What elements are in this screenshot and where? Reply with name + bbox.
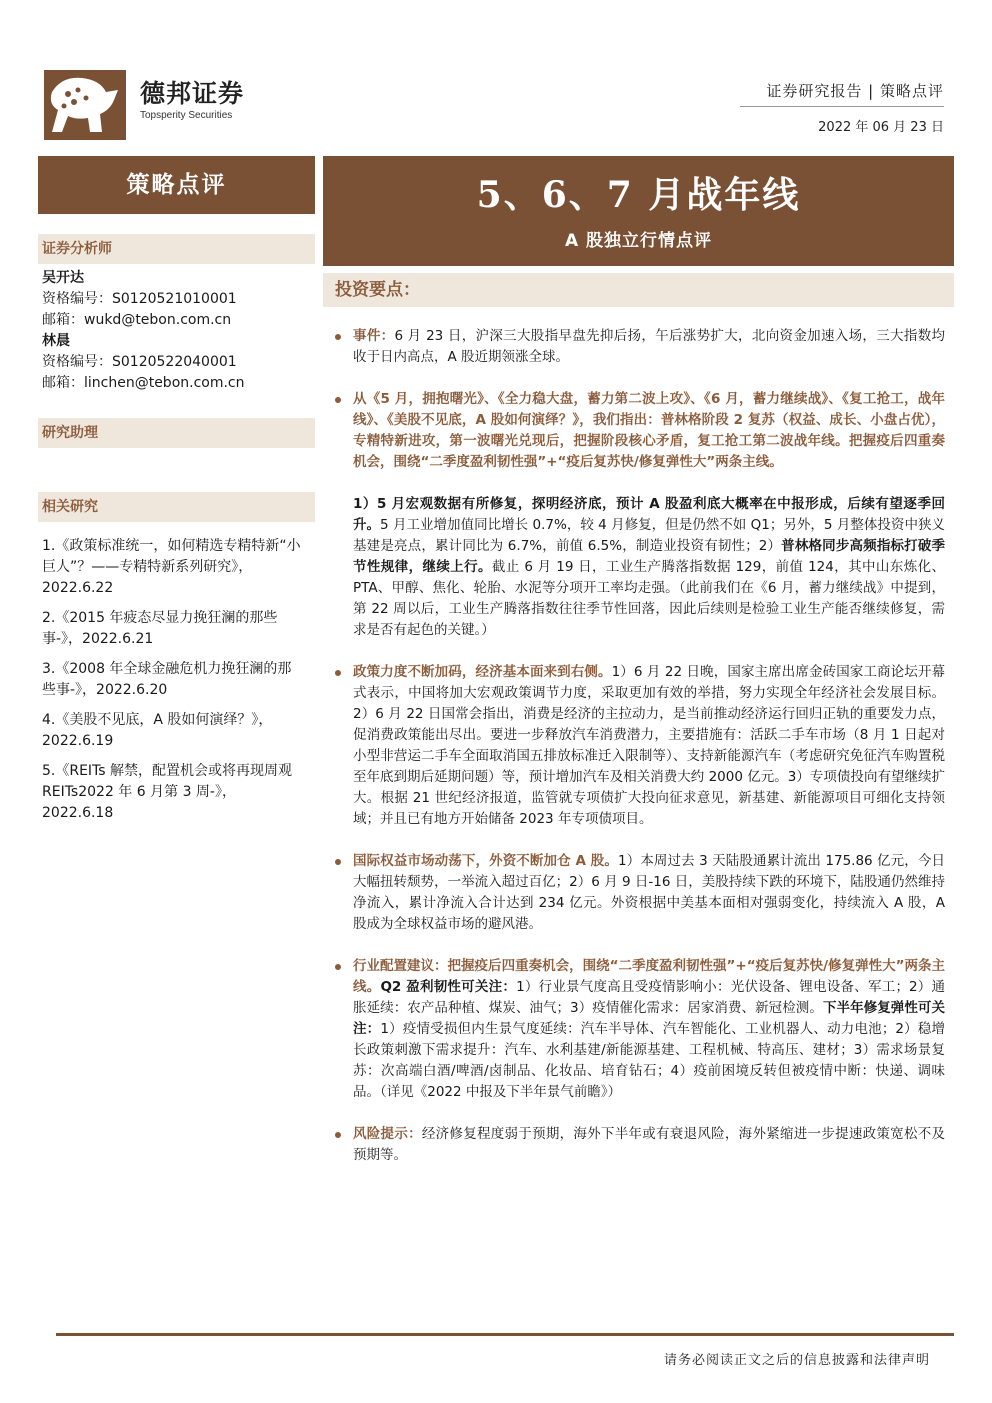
analyst-heading: 证券分析师 bbox=[38, 234, 315, 264]
point-foreign-capital bbox=[333, 851, 945, 935]
point-event bbox=[333, 326, 945, 368]
related-item[interactable]: 2.《2015 年疲态尽显力挽狂澜的那些事-》，2022.6.21 bbox=[42, 610, 278, 647]
bullet-icon bbox=[335, 964, 341, 970]
point-macro bbox=[333, 494, 945, 641]
assistant-heading: 研究助理 bbox=[38, 418, 315, 448]
bullet-icon bbox=[335, 397, 341, 403]
point-bold: 下半年修复弹性可关注： bbox=[353, 1000, 946, 1037]
point-label: 国际权益市场动荡下，外资不断加仓 A 股。 bbox=[353, 853, 619, 869]
analyst-email[interactable]: 邮箱：linchen@tebon.com.cn bbox=[42, 375, 245, 391]
report-date: 2022 年 06 月 23 日 bbox=[818, 120, 944, 135]
point-text: 1）本周过去 3 天陆股通累计流出 175.86 亿元，今日大幅扭转颓势，一举流入超过百亿；2）6 月 9 日-16 日，美股持续下跌的环境下，陆股通仍然维持净流入，累计净流入合计达到 234 亿元。外资根据中美基本面相对强弱变化，持续流入 A 股，A 股成为全球权益市场的避风港。 bbox=[353, 853, 945, 932]
analyst-block bbox=[42, 268, 245, 394]
tebon-logo bbox=[44, 70, 126, 140]
point-label: 行业配置建议：把握疫后四重奏机会，围绕“二季度盈利韧性强”+“疫后复苏快/修复弹性大”两条主线。 bbox=[353, 958, 945, 995]
category-banner: 策略点评 bbox=[38, 156, 315, 214]
report-type: 证券研究报告 | 策略点评 bbox=[766, 82, 944, 100]
point-text: 1）疫情受损但内生景气度延续：汽车半导体、汽车智能化、工业机器人、动力电池；2）稳增长政策刺激下需求提升：汽车、水利基建/新能源基建、工程机械、特高压、建材；3）需求场景复苏：次高端白酒/啤酒/卤制品、化妆品、培育钻石；4）疫前困境反转但被疫情中断：快递、调味品。（详见《2022 中报及下半年景气前瞻》） bbox=[353, 1021, 945, 1100]
point-allocation bbox=[333, 956, 945, 1103]
analyst-cert: 资格编号：S0120521010001 bbox=[42, 291, 237, 307]
brand-name-cn: 德邦证券 bbox=[140, 79, 245, 108]
related-research-list bbox=[42, 536, 304, 833]
analyst-name: 林晨 bbox=[42, 333, 70, 349]
point-thesis bbox=[333, 389, 945, 473]
bullet-icon bbox=[335, 670, 341, 676]
point-label: 事件： bbox=[353, 328, 395, 344]
related-item[interactable]: 1.《政策标准统一，如何精选专精特新“小巨人”？——专精特新系列研究》，2022.6.22 bbox=[42, 538, 301, 596]
analyst-cert: 资格编号：S0120522040001 bbox=[42, 354, 237, 370]
point-text: 截止 6 月 19 日，工业生产腾落指数据 129，前值 124，其中山东炼化、PTA、甲醇、焦化、轮胎、水泥等分项开工率均走强。（此前我们在《6 月，蓄力继续战》中提到，第 22 周以后，工业生产腾落指数往往季节性回落，因此后续则是检验工业生产能否继续修复，需求是否有起色的关键。） bbox=[353, 559, 945, 638]
bullet-icon bbox=[335, 334, 341, 340]
related-item[interactable]: 5.《REITs 解禁，配置机会或将再现周观 REITs2022 年 6 月第 3 周-》，2022.6.18 bbox=[42, 763, 293, 821]
investment-points-heading: 投资要点： bbox=[323, 273, 954, 307]
bullet-icon bbox=[335, 1132, 341, 1138]
point-text: 经济修复程度弱于预期，海外下半年或有衰退风险，海外紧缩进一步提速政策宽松不及预期等。 bbox=[353, 1126, 946, 1163]
point-bold: 普林格同步高频指标打破季节性规律，继续上行。 bbox=[353, 538, 946, 575]
report-subtitle: A 股独立行情点评 bbox=[564, 231, 713, 251]
point-label: 风险提示： bbox=[353, 1126, 422, 1142]
point-risk bbox=[333, 1124, 945, 1166]
report-title: 5、6、7 月战年线 bbox=[476, 174, 801, 216]
point-text: 从《5 月，拥抱曙光》、《全力稳大盘，蓄力第二波上攻》、《6 月，蓄力继续战》、《复工抢工，战年线》、《美股不见底，A 股如何演绎？》，我们指出：普林格阶段 2 复苏（权益、成长、小盘占优），专精特新进攻，第一波曙光兑现后，把握阶段核心矛盾，复工抢工第二波战年线。把握疫后四重奏机会，围绕“二季度盈利韧性强”+“疫后复苏快/修复弹性大”两条主线。 bbox=[353, 391, 945, 470]
header-divider bbox=[740, 106, 944, 107]
point-text: 6 月 23 日，沪深三大股指早盘先抑后扬，午后涨势扩大，北向资金加速入场，三大指数均收于日内高点，A 股近期领涨全球。 bbox=[353, 328, 946, 365]
point-bold: 1）5 月宏观数据有所修复，探明经济底，预计 A 股盈利底大概率在中报形成，后续有望逐季回升。 bbox=[353, 496, 945, 533]
report-body bbox=[333, 326, 945, 1187]
point-label: 政策力度不断加码，经济基本面来到右侧。 bbox=[353, 664, 612, 680]
brand bbox=[140, 80, 244, 121]
point-text: 1）行业景气度高且受疫情影响小：光伏设备、锂电设备、军工；2）通胀延续：农产品种植、煤炭、油气；3）疫情催化需求：居家消费、新冠检测。 bbox=[353, 979, 945, 1016]
point-bold: Q2 盈利韧性可关注： bbox=[380, 979, 517, 995]
bullet-icon bbox=[335, 859, 341, 865]
footer-disclaimer: 请务必阅读正文之后的信息披露和法律声明 bbox=[663, 1353, 930, 1368]
related-heading: 相关研究 bbox=[38, 492, 315, 522]
point-text: 5 月工业增加值同比增长 0.7%，较 4 月修复，但是仍然不如 Q1；另外，5 月整体投资中狭义基建是亮点，累计同比为 6.7%，前值 6.5%，制造业投资有韧性；2） bbox=[353, 517, 945, 554]
analyst-name: 吴开达 bbox=[42, 270, 84, 286]
related-item[interactable]: 4.《美股不见底，A 股如何演绎？》，2022.6.19 bbox=[42, 712, 273, 749]
title-banner bbox=[323, 156, 954, 266]
footer-divider bbox=[56, 1333, 954, 1336]
point-text: 1）6 月 22 日晚，国家主席出席金砖国家工商论坛开幕式表示，中国将加大宏观政策调节力度，采取更加有效的举措，努力实现全年经济社会发展目标。2）6 月 22 日国常会指出，消费是经济的主拉动力，是当前推动经济运行回归正轨的重要发力点，促消费政策能出尽出。要进一步释放汽车消费潜力，主要措施有：活跃二手车市场（8 月 1 日起对小型非营运二手车全面取消国五排放标准迁入限制等）、支持新能源汽车（考虑研究免征汽车购置税至年底到期后延期问题）等，预计增加汽车及相关消费大约 2000 亿元。3）专项债投向有望继续扩大。根据 21 世纪经济报道，监管就专项债扩大投向征求意见，新基建、新能源项目可细化支持领域；并且已有地方开始储备 2023 年专项债项目。 bbox=[353, 664, 945, 827]
related-item[interactable]: 3.《2008 年全球金融危机力挽狂澜的那些事-》，2022.6.20 bbox=[42, 661, 292, 698]
analyst-email[interactable]: 邮箱：wukd@tebon.com.cn bbox=[42, 312, 232, 328]
brand-name-en: Topsperity Securities bbox=[140, 110, 233, 121]
point-policy bbox=[333, 662, 945, 830]
